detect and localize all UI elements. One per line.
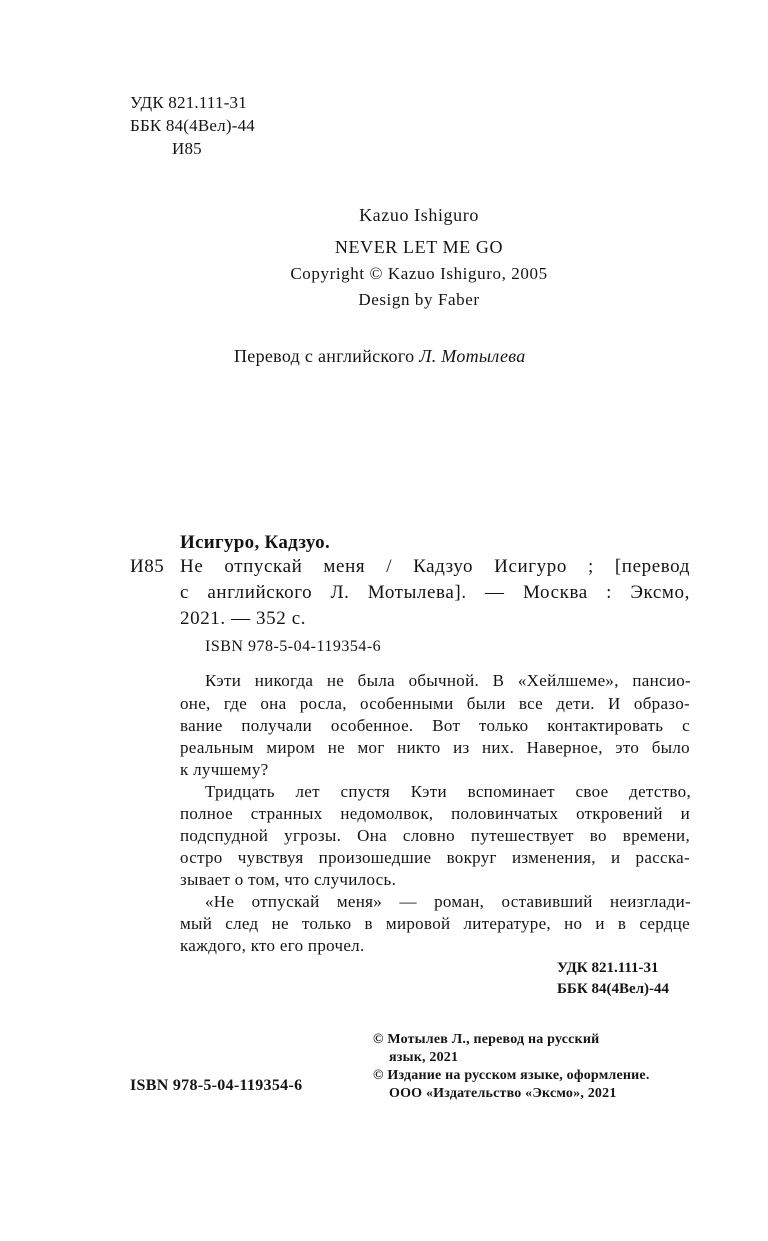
bbk-code: ББК 84(4Вел)-44 (130, 116, 255, 135)
translator-name: Л. Мотылева (419, 346, 526, 366)
design-credit: Design by Faber (358, 290, 480, 309)
annotation-line: остро чувствуя произошедшие вокруг изменения, и расска- (180, 848, 690, 867)
card-author-mark: И85 (130, 556, 165, 577)
annotation-line: Кэти никогда не была обычной. В «Хейлшеме», пансио- (205, 671, 691, 690)
copyright-line: Copyright © Kazuo Ishiguro, 2005 (290, 264, 548, 283)
copyright-edition: © Издание на русском языке, оформление. (373, 1068, 650, 1083)
copyright-publisher: ООО «Издательство «Эксмо», 2021 (389, 1086, 617, 1101)
annotation-line: мый след не только в мировой литературе, но и в сердце (180, 914, 690, 933)
card-author-heading: Исигуро, Кадзуо. (180, 532, 331, 553)
copyright-translation: © Мотылев Л., перевод на русский (373, 1032, 600, 1047)
annotation-line: каждого, кто его прочел. (180, 936, 365, 955)
udk-code: УДК 821.111-31 (130, 93, 247, 112)
card-bbk: ББК 84(4Вел)-44 (557, 981, 670, 997)
annotation-line: вание получали особенное. Вот только контактировать с (180, 716, 690, 735)
author-mark: И85 (172, 139, 202, 158)
annotation-line: полное странных недомолвок, половинчатых откровений и (180, 804, 690, 823)
annotation-line: зывает о том, что случилось. (180, 870, 397, 889)
translation-prefix: Перевод с английского (234, 346, 415, 366)
card-line: с английского Л. Мотылева]. — Москва : Эксмо, (180, 582, 690, 603)
annotation-line: реальным миром не мог никто из них. Наверное, это было (180, 738, 690, 757)
annotation-line: оне, где она росла, особенными были все дети. И образо- (180, 694, 690, 713)
title-english: NEVER LET ME GO (334, 237, 504, 257)
annotation-line: подспудной угрозы. Она словно путешествует во времени, (180, 826, 690, 845)
bottom-isbn: ISBN 978-5-04-119354-6 (130, 1077, 303, 1094)
card-line: Не отпускай меня / Кадзуо Исигуро ; [перевод (180, 556, 690, 577)
card-line: 2021. — 352 с. (180, 608, 307, 629)
translation-credit (234, 346, 526, 367)
annotation-line: к лучшему? (180, 760, 269, 779)
card-udk: УДК 821.111-31 (557, 960, 659, 976)
author-english: Kazuo Ishiguro (359, 205, 479, 225)
annotation-line: Тридцать лет спустя Кэти вспоминает свое детство, (205, 782, 691, 801)
copyright-translation-year: язык, 2021 (389, 1050, 459, 1065)
card-isbn: ISBN 978-5-04-119354-6 (205, 638, 382, 655)
annotation-line: «Не отпускай меня» — роман, оставивший неизглади- (205, 892, 691, 911)
